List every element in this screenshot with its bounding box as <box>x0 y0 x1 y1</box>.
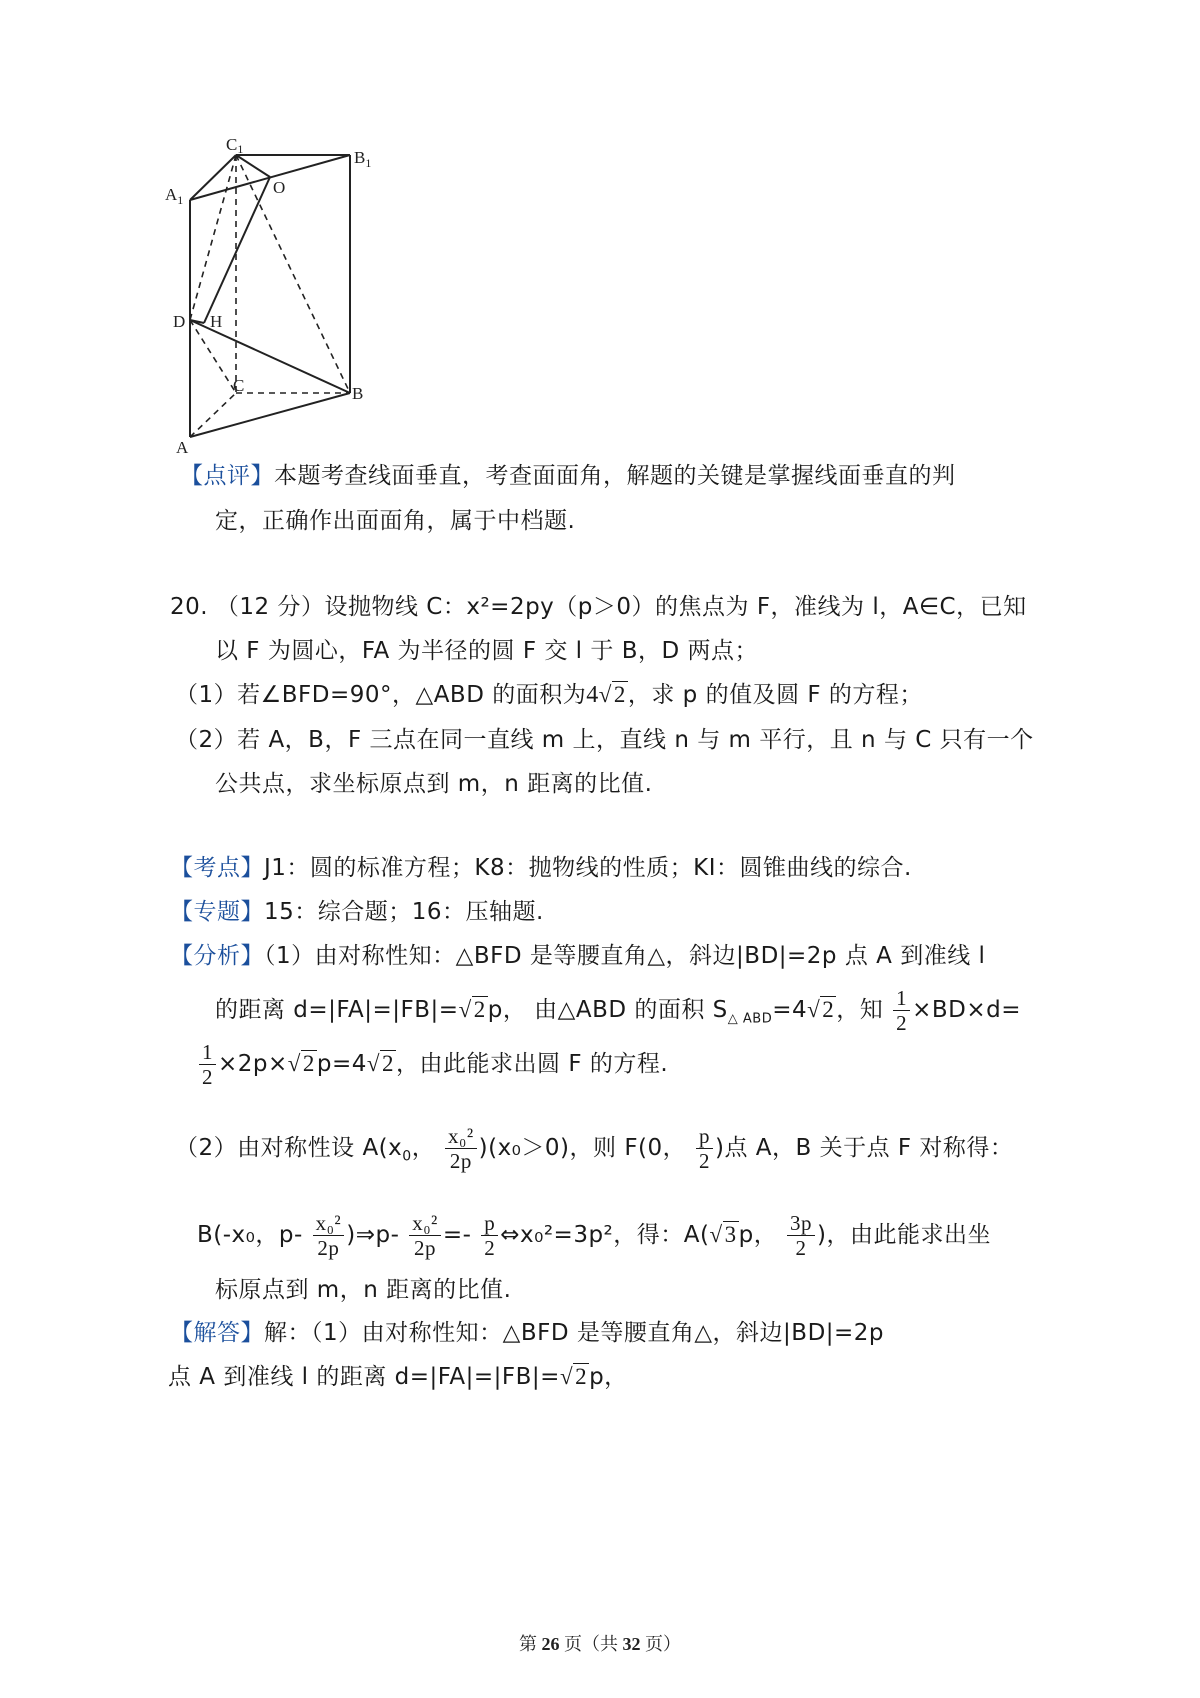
fraction-half: $\frac{1}{2}$ <box>893 986 910 1035</box>
label-c1: C1 <box>226 135 244 156</box>
problem-part-2-line-2: 公共点，求坐标原点到 m，n 距离的比值. <box>215 771 653 797</box>
kaodian-tag: 【考点】 <box>170 855 264 881</box>
problem-part-1: （1）若∠BFD=90°，△ABD 的面积为4√2，求 p 的值及圆 F 的方程； <box>175 682 923 708</box>
prism-figure <box>160 135 420 505</box>
page-total: 32 <box>622 1634 641 1654</box>
zhuanti-tag: 【专题】 <box>170 899 264 925</box>
problem-line-1: 20. （12 分）设抛物线 C：x²=2py（p＞0）的焦点为 F，准线为 l，A∈C，已知 <box>170 594 1027 620</box>
label-b: B <box>352 384 364 403</box>
label-o: O <box>273 178 286 197</box>
fenxi-tag: 【分析】 <box>170 943 264 969</box>
page-number: 26 <box>541 1634 560 1654</box>
edge-o-h <box>204 177 270 323</box>
review-tag: 【点评】 <box>180 463 274 489</box>
fraction-half-2: $\frac{1}{2}$ <box>199 1040 216 1089</box>
label-c: C <box>233 376 245 395</box>
review-line-2: 定，正确作出面面角，属于中档题. <box>215 508 576 534</box>
fraction-p-2-b: $\frac{p}{2}$ <box>481 1211 498 1260</box>
edge-c1-d <box>190 155 236 320</box>
fraction-3p-2: $\frac{3p}{2}$ <box>787 1211 815 1260</box>
fraction-x0sq-2p-2: $\frac{\text{x₀²}}{2p}$ <box>313 1211 345 1260</box>
fenxi-line-1: 【分析】（1）由对称性知：△BFD 是等腰直角△，斜边|BD|=2p 点 A 到准线 l <box>170 943 986 969</box>
fraction-x0sq-2p-3: $\frac{\text{x₀²}}{2p}$ <box>409 1211 441 1260</box>
jieda-tag: 【解答】 <box>170 1320 264 1346</box>
label-a1: $A_1$ <box>165 185 184 207</box>
problem-part-2: （2）若 A，B，F 三点在同一直线 m 上，直线 n 与 m 平行，且 n 与 C 只有一个 <box>175 727 1034 753</box>
fenxi-line-6: 标原点到 m，n 距离的比值. <box>215 1277 512 1303</box>
kaodian-line: 【考点】J1：圆的标准方程；K8：抛物线的性质；KI：圆锥曲线的综合. <box>170 855 912 881</box>
fraction-x0sq-2p: $\frac{\text{x₀²}}{2p}$ <box>445 1124 477 1173</box>
label-d: D <box>173 312 186 331</box>
fenxi-line-2: 的距离 d=|FA|=|FB|=√2p， 由△ABD 的面积 $S_{\triangle ABD}=4√2$，知 $\frac{1}{2}$ ×BD×d= <box>215 986 1021 1035</box>
edge-c1-b <box>236 155 350 393</box>
problem-line-2: 以 F 为圆心，FA 为半径的圆 F 交 l 于 B，D 两点； <box>215 638 758 664</box>
fenxi-line-4: （2）由对称性设 $A(x_0$， $\frac{\text{x₀²}}{2p}$ )(x₀＞0)，则 F(0， $\frac{p}{2}$ )点 A，B 关于点 F 对称得： <box>175 1124 1014 1173</box>
zhuanti-line: 【专题】15：综合题；16：压轴题. <box>170 899 544 925</box>
label-a: A <box>176 438 189 457</box>
jieda-line-1: 【解答】解：（1）由对称性知：△BFD 是等腰直角△，斜边|BD|=2p <box>170 1320 885 1346</box>
fenxi-line-3: $\frac{1}{2}$ ×2p×√2p=4√2，由此能求出圆 F 的方程. <box>197 1040 668 1089</box>
fenxi-line-5: B(-x₀，p- $\frac{\text{x₀²}}{2p}$ )⇒p- $\frac{\text{x₀²}}{2p}$ =- $\frac{p}{2}$ ⇔x₀²=3p²，得：A(√3p， $\frac{3p}{2}$ )，由此能求出坐 <box>197 1211 992 1260</box>
fraction-p-2: $\frac{p}{2}$ <box>696 1124 713 1173</box>
review-line-1: 【点评】本题考查线面垂直，考查面面角，解题的关键是掌握线面垂直的判 <box>180 463 956 489</box>
label-h: H <box>210 312 223 331</box>
label-b1: $B_1$ <box>354 148 372 170</box>
edge-a-b <box>190 393 350 437</box>
page-footer: 第 26 页（共 32 页） <box>519 1634 681 1654</box>
jieda-line-2: 点 A 到准线 l 的距离 d=|FA|=|FB|=√2p， <box>168 1364 628 1390</box>
